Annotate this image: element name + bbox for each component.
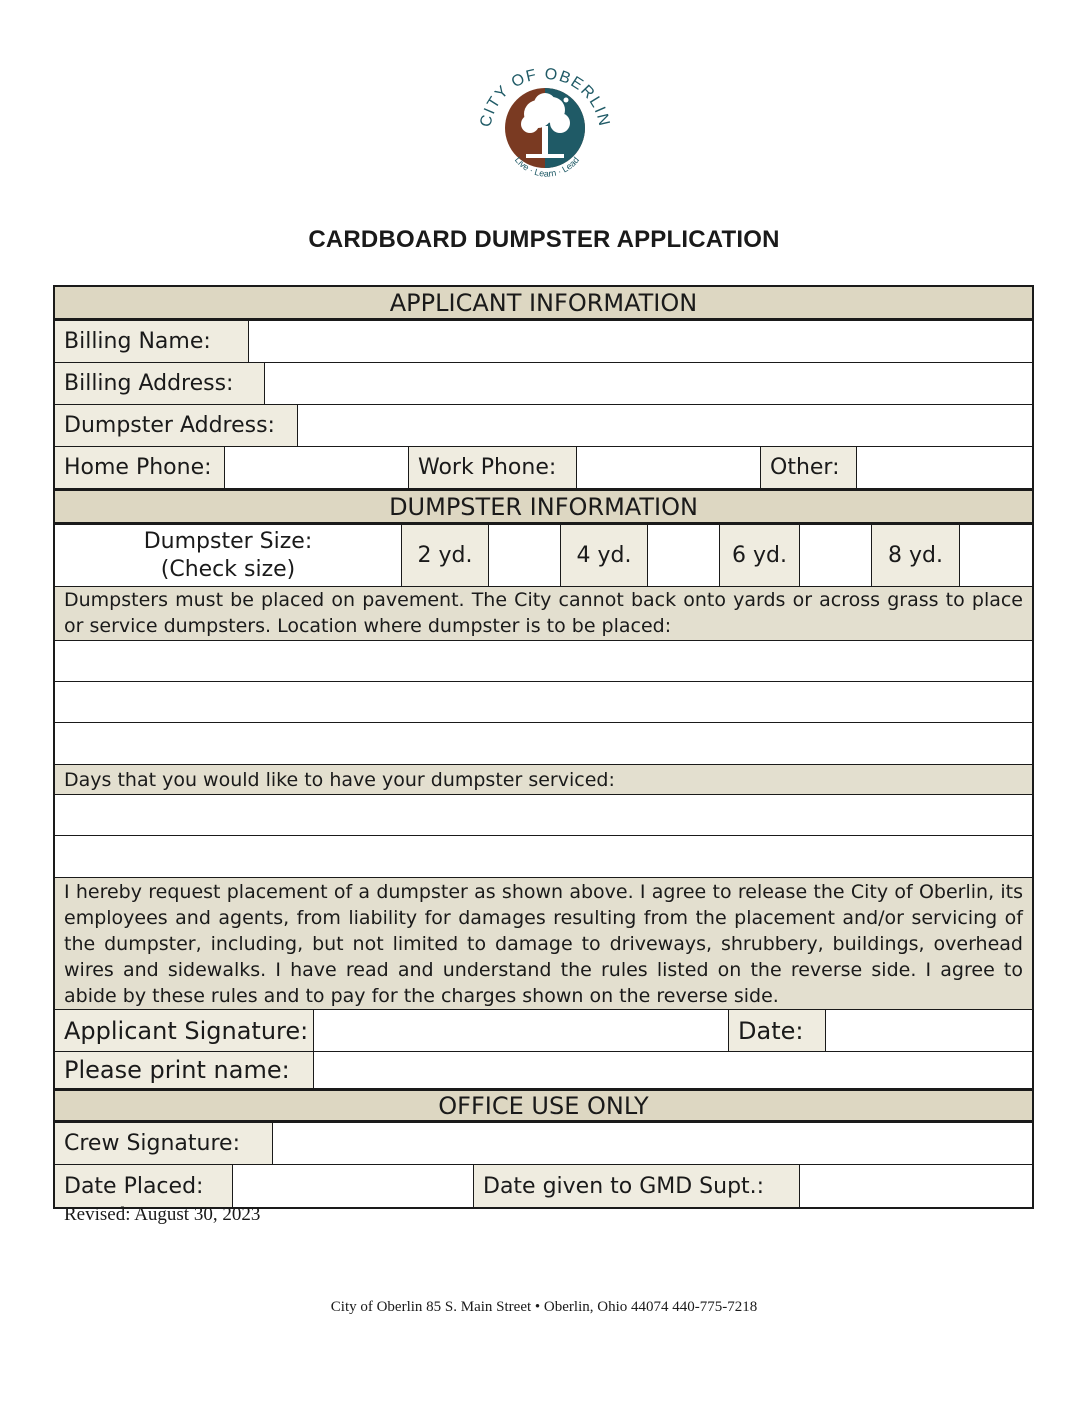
date-label: Date: (729, 1010, 826, 1051)
size-8yd-label: 8 yd. (872, 525, 960, 586)
applicant-signature-label: Applicant Signature: (55, 1010, 314, 1051)
logo-name: CITY OF OBERLIN (477, 65, 613, 129)
home-phone-label: Home Phone: (55, 447, 225, 488)
size-2yd-label: 2 yd. (402, 525, 489, 586)
footer-contact: City of Oberlin 85 S. Main Street • Oberlin, Ohio 44074 440-775-7218 (330, 1299, 758, 1315)
print-name-label: Please print name: (55, 1052, 314, 1088)
revised-date: Revised: August 30, 2023 (64, 1204, 261, 1225)
city-seal-icon (470, 56, 620, 196)
dumpster-address-field[interactable] (298, 405, 1032, 446)
date-given-label: Date given to GMD Supt.: (474, 1165, 800, 1207)
office-use-header: OFFICE USE ONLY (55, 1089, 1032, 1121)
date-given-field[interactable] (800, 1165, 1032, 1207)
application-form (53, 285, 1034, 1209)
work-phone-label: Work Phone: (409, 447, 577, 488)
service-days-note: Days that you would like to have your dumpster serviced: (55, 765, 1032, 794)
placement-location-line[interactable] (55, 682, 1032, 722)
dumpster-info-header: DUMPSTER INFORMATION (55, 489, 1032, 523)
crew-signature-field[interactable] (273, 1123, 1032, 1164)
service-days-line[interactable] (55, 795, 1032, 835)
size-6yd-checkbox[interactable] (800, 525, 872, 586)
home-phone-field[interactable] (225, 447, 409, 488)
other-phone-label: Other: (761, 447, 857, 488)
liability-agreement: I hereby request placement of a dumpster as shown above. I agree to release the City of Oberlin, its employees and agents, from liability for damages resulting from the placement and/or servicing of the dumpster, including, but not limited to damage to driveways, shrubbery, buildings, overhead wires and sidewalks. I have read and understand the rules listed on the reverse side. I agree to abide by these rules and to pay for the charges shown on the reverse side. (55, 878, 1032, 1009)
billing-address-field[interactable] (265, 363, 1032, 404)
dumpster-address-label: Dumpster Address: (55, 405, 298, 446)
size-8yd-checkbox[interactable] (960, 525, 1032, 586)
dumpster-size-label (55, 525, 402, 586)
crew-signature-label: Crew Signature: (55, 1123, 273, 1164)
size-4yd-checkbox[interactable] (648, 525, 720, 586)
dumpster-size-label-line1: Dumpster Size: (143, 528, 313, 554)
date-placed-label: Date Placed: (55, 1165, 233, 1207)
size-4yd-label: 4 yd. (561, 525, 648, 586)
placement-note: Dumpsters must be placed on pavement. The City cannot back onto yards or across grass to place or service dumpsters. Location where dumpster is to be placed: (55, 587, 1032, 640)
placement-location-line[interactable] (55, 641, 1032, 681)
logo-tagline: Live · Learn · Lead (512, 154, 582, 179)
billing-address-label: Billing Address: (55, 363, 265, 404)
city-logo (470, 56, 620, 196)
form-title: CARDBOARD DUMPSTER APPLICATION (308, 226, 780, 253)
dumpster-size-label-line2: (Check size) (160, 556, 296, 582)
date-placed-field[interactable] (233, 1165, 474, 1207)
size-6yd-label: 6 yd. (720, 525, 800, 586)
billing-name-field[interactable] (249, 321, 1032, 362)
work-phone-field[interactable] (577, 447, 761, 488)
applicant-info-header: APPLICANT INFORMATION (55, 287, 1032, 319)
date-field[interactable] (826, 1010, 1032, 1051)
other-phone-field[interactable] (857, 447, 1032, 488)
applicant-signature-field[interactable] (314, 1010, 729, 1051)
service-days-line[interactable] (55, 836, 1032, 877)
size-2yd-checkbox[interactable] (489, 525, 561, 586)
print-name-field[interactable] (314, 1052, 1032, 1088)
placement-location-line[interactable] (55, 723, 1032, 764)
billing-name-label: Billing Name: (55, 321, 249, 362)
